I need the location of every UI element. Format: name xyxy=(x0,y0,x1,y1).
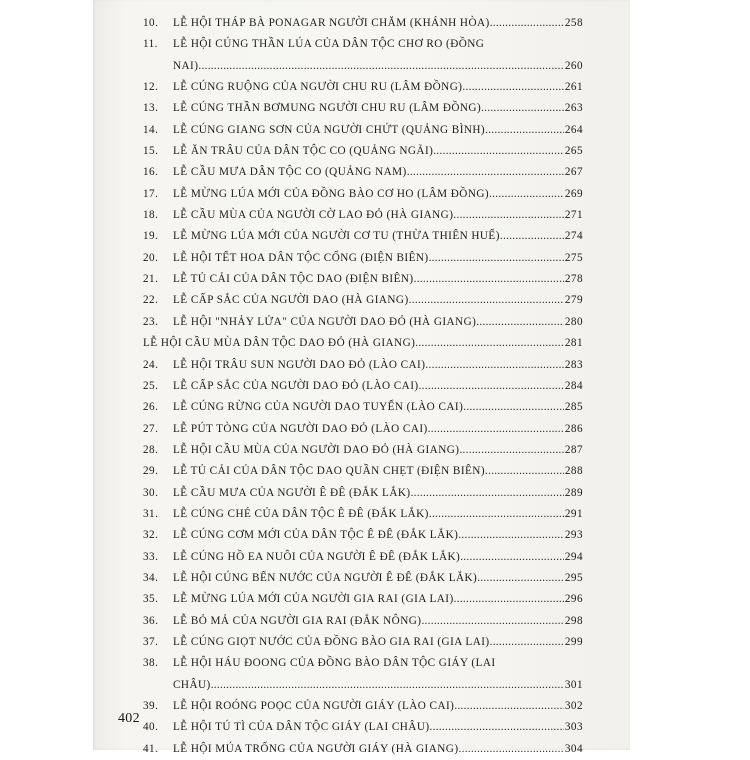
dot-leader xyxy=(429,504,564,525)
toc-entry xyxy=(143,611,583,632)
dot-leader xyxy=(485,461,564,482)
dot-leader xyxy=(407,162,564,183)
toc-entry-number: 19. xyxy=(143,230,159,243)
toc-entry-title-continuation: NAI) xyxy=(173,59,199,72)
toc-entry-title: LỄ TỦ CẢI CỦA DÂN TỘC DAO QUẦN CHẸT (ĐIỆN BIÊN) xyxy=(173,465,486,478)
toc-entry xyxy=(143,653,583,696)
toc-entry xyxy=(143,419,583,440)
toc-entry-number: 20. xyxy=(143,251,159,264)
toc-entry-number: 22. xyxy=(143,294,159,307)
toc-entry xyxy=(143,483,583,504)
toc-entry-number: 37. xyxy=(143,635,159,648)
toc-entry-page: 295 xyxy=(564,571,583,584)
toc-entry-number: 23. xyxy=(143,315,159,328)
toc-entry-number: 39. xyxy=(143,700,159,712)
toc-entry-number: 29. xyxy=(143,465,159,478)
toc-entry xyxy=(143,568,583,589)
toc-entry-page: 289 xyxy=(564,486,583,499)
toc-entry-page: 280 xyxy=(564,315,583,328)
toc-entry-title: LỄ PÚT TÒNG CỦA NGƯỜI DAO ĐỎ (LÀO CAI) xyxy=(173,422,428,435)
dot-leader xyxy=(459,440,563,461)
dot-leader xyxy=(476,312,564,333)
toc-entry-number: 11. xyxy=(143,38,158,51)
toc-entry-title: LỄ HỘI THÁP BÀ PONAGAR NGƯỜI CHĂM (KHÁNH HÒA) xyxy=(173,17,490,29)
toc-entry-number: 25. xyxy=(143,379,159,392)
toc-entry xyxy=(143,547,583,568)
toc-entry-number: 35. xyxy=(143,593,159,606)
dot-leader xyxy=(428,419,564,440)
toc-entry-title: LỄ CÚNG HỒ EA NUÔI CỦA NGƯỜI Ê ĐÊ (ĐẮK LẮK) xyxy=(173,550,461,563)
toc-entry xyxy=(143,248,583,269)
toc-entry-title: LỄ CÚNG RỪNG CỦA NGƯỜI DAO TUYỂN (LÀO CAI) xyxy=(173,401,464,414)
dot-leader xyxy=(458,525,564,546)
toc-entry-number: 17. xyxy=(143,187,159,200)
dot-leader xyxy=(477,568,564,589)
toc-entry-page: 303 xyxy=(564,721,583,734)
toc-entry-title: LỄ HỘI TRÂU SUN NGƯỜI DAO ĐỎ (LÀO CAI) xyxy=(173,358,426,371)
toc-entry xyxy=(143,504,583,525)
toc-entry-number: 26. xyxy=(143,401,159,414)
toc-entry xyxy=(143,34,583,77)
toc-entry xyxy=(143,525,583,546)
toc-entry-number: 36. xyxy=(143,614,159,627)
dot-leader xyxy=(211,675,564,696)
dot-leader xyxy=(500,226,564,247)
toc-entry-title: LỄ HỘI TÚ TÌ CỦA DÂN TỘC GIÁY (LAI CHÂU) xyxy=(173,721,430,734)
dot-leader xyxy=(411,483,564,504)
toc-entry-page: 281 xyxy=(564,337,583,350)
toc-entry xyxy=(143,589,583,610)
toc-entry xyxy=(143,696,583,717)
toc-entry-number: 33. xyxy=(143,550,159,563)
toc-entry-title: LỄ HỘI CẦU MÙA CỦA NGƯỜI DAO ĐỎ (HÀ GIANG) xyxy=(173,443,460,456)
toc-entry xyxy=(143,632,583,653)
dot-leader xyxy=(490,13,564,34)
toc-entry-page: 283 xyxy=(564,358,583,371)
toc-entry-number: 15. xyxy=(143,145,159,158)
toc-entry-title: LỄ BỎ MẢ CỦA NGƯỜI GIA RAI (ĐẮK NÔNG) xyxy=(173,614,422,627)
toc-entry-page: 264 xyxy=(564,123,583,136)
dot-leader xyxy=(198,56,563,77)
toc-entry-title: LỄ HỘI HÁU ĐOONG CỦA ĐỒNG BÀO DÂN TỘC GIÁY (LAI xyxy=(173,657,496,670)
toc-entry-page: 296 xyxy=(564,593,583,606)
toc-entry-number: 16. xyxy=(143,166,159,179)
toc-entry-number: 34. xyxy=(143,571,159,584)
toc-entry-title: LỄ HỘI ROÓNG POỌC CỦA NGƯỜI GIÁY (LÀO CAI) xyxy=(173,700,455,712)
toc-entry-title: LỄ CÚNG GIANG SƠN CỦA NGƯỜI CHỨT (QUẢNG BÌNH) xyxy=(173,123,486,136)
toc-entry-page: 302 xyxy=(564,700,583,712)
toc-entry-page: 267 xyxy=(564,166,583,179)
dot-leader xyxy=(429,248,564,269)
toc-entry-page: 260 xyxy=(564,59,583,72)
dot-leader xyxy=(419,376,564,397)
dot-leader xyxy=(462,77,563,98)
toc-entry xyxy=(143,184,583,205)
toc-entry xyxy=(143,397,583,418)
dot-leader xyxy=(409,290,564,311)
dot-leader xyxy=(433,141,564,162)
toc-entry xyxy=(143,376,583,397)
dot-leader xyxy=(454,589,564,610)
toc-entry-number: 41. xyxy=(143,742,159,755)
toc-entry-page: 298 xyxy=(564,614,583,627)
toc-entry-title-continuation: CHÂU) xyxy=(173,678,211,691)
toc-entry-page: 291 xyxy=(564,507,583,520)
toc-entry-title: LỄ CẤP SẮC CỦA NGƯỜI DAO (HÀ GIANG) xyxy=(173,294,409,307)
toc-entry-page: 275 xyxy=(564,251,583,264)
dot-leader xyxy=(454,696,564,717)
toc-entry-number: 28. xyxy=(143,443,159,456)
toc-entry-number: 38. xyxy=(143,657,159,670)
toc-entry xyxy=(143,461,583,482)
toc-entry-title: LỄ CÚNG GIỌT NƯỚC CỦA ĐỒNG BÀO GIA RAI (GIA LAI) xyxy=(173,635,490,648)
toc-entry-title: LỄ CÚNG CHÉ CỦA DÂN TỘC Ê ĐÊ (ĐẮK LẮK) xyxy=(173,507,429,520)
toc-entry-title: LỄ ĂN TRÂU CỦA DÂN TỘC CO (QUẢNG NGÃI) xyxy=(173,145,434,158)
toc-entry-page: 278 xyxy=(564,273,583,286)
toc-entry-number: 18. xyxy=(143,209,159,222)
dot-leader xyxy=(490,632,564,653)
toc-entry xyxy=(143,77,583,98)
dot-leader xyxy=(460,547,564,568)
toc-entry-page: 269 xyxy=(564,187,583,200)
toc-entry xyxy=(143,205,583,226)
toc-entry-page: 279 xyxy=(564,294,583,307)
toc-entry-page: 271 xyxy=(564,209,583,222)
dot-leader xyxy=(463,397,564,418)
toc-entry xyxy=(143,717,583,738)
toc-entry-page: 288 xyxy=(564,465,583,478)
toc-entry-page: 301 xyxy=(564,678,583,691)
toc-entry-title: LỄ HỘI CẦU MÙA DÂN TỘC DAO ĐỎ (HÀ GIANG) xyxy=(143,337,416,350)
table-of-contents xyxy=(143,13,583,760)
toc-entry-page: 286 xyxy=(564,422,583,435)
toc-entry xyxy=(143,355,583,376)
toc-entry-title: LỄ HỘI MÚA TRỐNG CỦA NGƯỜI GIÁY (HÀ GIANG) xyxy=(173,742,459,755)
page-number: 402 xyxy=(118,711,140,726)
toc-entry-page: 258 xyxy=(564,17,583,29)
toc-entry-title: LỄ HỘI TẾT HOA DÂN TỘC CỐNG (ĐIỆN BIÊN) xyxy=(173,251,429,264)
dot-leader xyxy=(453,205,563,226)
toc-entry-page: 304 xyxy=(564,742,583,755)
toc-entry-page: 261 xyxy=(564,81,583,94)
toc-entry-title: LỄ CẦU MƯA CỦA NGƯỜI Ê ĐÊ (ĐẮK LẮK) xyxy=(173,486,411,499)
dot-leader xyxy=(489,184,564,205)
toc-entry-title: LỄ CẦU MƯA DÂN TỘC CO (QUẢNG NAM) xyxy=(173,166,407,179)
toc-entry-number: 32. xyxy=(143,529,159,542)
toc-entry-title: LỄ CÚNG THẦN BƠMUNG NGƯỜI CHU RU (LÂM ĐỒNG) xyxy=(173,102,482,115)
toc-entry-page: 284 xyxy=(564,379,583,392)
toc-entry xyxy=(143,290,583,311)
toc-entry xyxy=(143,98,583,119)
toc-entry-number: 14. xyxy=(143,123,159,136)
toc-entry-number: 13. xyxy=(143,102,159,115)
dot-leader xyxy=(459,739,564,760)
toc-entry xyxy=(143,333,583,354)
toc-entry xyxy=(143,312,583,333)
toc-entry-number: 24. xyxy=(143,358,159,371)
toc-entry-number: 31. xyxy=(143,507,159,520)
toc-entry-number: 21. xyxy=(143,273,159,286)
toc-entry-page: 265 xyxy=(564,145,583,158)
dot-leader xyxy=(481,98,564,119)
toc-entry-title: LỄ CÚNG CƠM MỚI CỦA DÂN TỘC Ê ĐÊ (ĐẮK LẮK) xyxy=(173,529,459,542)
toc-entry xyxy=(143,120,583,141)
toc-entry xyxy=(143,141,583,162)
toc-entry-number: 27. xyxy=(143,422,159,435)
toc-entry-title: LỄ MỪNG LÚA MỚI CỦA NGƯỜI GIA RAI (GIA LAI) xyxy=(173,593,454,606)
toc-entry-title: LỄ MỪNG LÚA MỚI CỦA NGƯỜI CƠ TU (THỪA THIÊN HUẾ) xyxy=(173,230,500,243)
toc-entry-page: 274 xyxy=(564,230,583,243)
toc-entry-title: LỄ HỘI CÚNG BẾN NƯỚC CỦA NGƯỜI Ê ĐÊ (ĐẮK LẮK) xyxy=(173,571,478,584)
toc-entry-title: LỄ CÚNG RUỘNG CỦA NGƯỜI CHU RU (LÂM ĐỒNG) xyxy=(173,81,463,94)
dot-leader xyxy=(425,355,563,376)
toc-entry-number: 40. xyxy=(143,721,159,734)
dot-leader xyxy=(485,120,564,141)
toc-entry-title: LỄ CẦU MÙA CỦA NGƯỜI CỜ LAO ĐỎ (HÀ GIANG) xyxy=(173,209,454,222)
toc-entry-page: 293 xyxy=(564,529,583,542)
dot-leader xyxy=(421,611,563,632)
toc-entry-page: 299 xyxy=(564,635,583,648)
dot-leader xyxy=(415,333,564,354)
dot-leader xyxy=(414,269,564,290)
toc-entry-number: 30. xyxy=(143,486,159,499)
toc-entry-number: 12. xyxy=(143,81,159,94)
toc-entry xyxy=(143,13,583,34)
toc-entry-title: LỄ HỘI CÚNG THẦN LÚA CỦA DÂN TỘC CHƠ RO (ĐỒNG xyxy=(173,38,485,51)
toc-entry xyxy=(143,440,583,461)
toc-entry-page: 287 xyxy=(564,443,583,456)
toc-entry-title: LỄ HỘI "NHẢY LỬA" CỦA NGƯỜI DAO ĐỎ (HÀ GIANG) xyxy=(173,315,477,328)
toc-entry-page: 263 xyxy=(564,102,583,115)
toc-entry xyxy=(143,162,583,183)
toc-entry xyxy=(143,226,583,247)
toc-entry-page: 285 xyxy=(564,401,583,414)
toc-entry-title: LỄ CẤP SẮC CỦA NGƯỜI DAO ĐỎ (LÀO CAI) xyxy=(173,379,419,392)
toc-entry xyxy=(143,269,583,290)
toc-entry xyxy=(143,739,583,760)
toc-entry-title: LỄ TỦ CẢI CỦA DÂN TỘC DAO (ĐIỆN BIÊN) xyxy=(173,273,414,286)
toc-entry-number: 10. xyxy=(143,17,159,29)
toc-entry-title: LỄ MỪNG LÚA MỚI CỦA ĐỒNG BÀO CƠ HO (LÂM ĐỒNG) xyxy=(173,187,490,200)
dot-leader xyxy=(430,717,564,738)
toc-entry-page: 294 xyxy=(564,550,583,563)
